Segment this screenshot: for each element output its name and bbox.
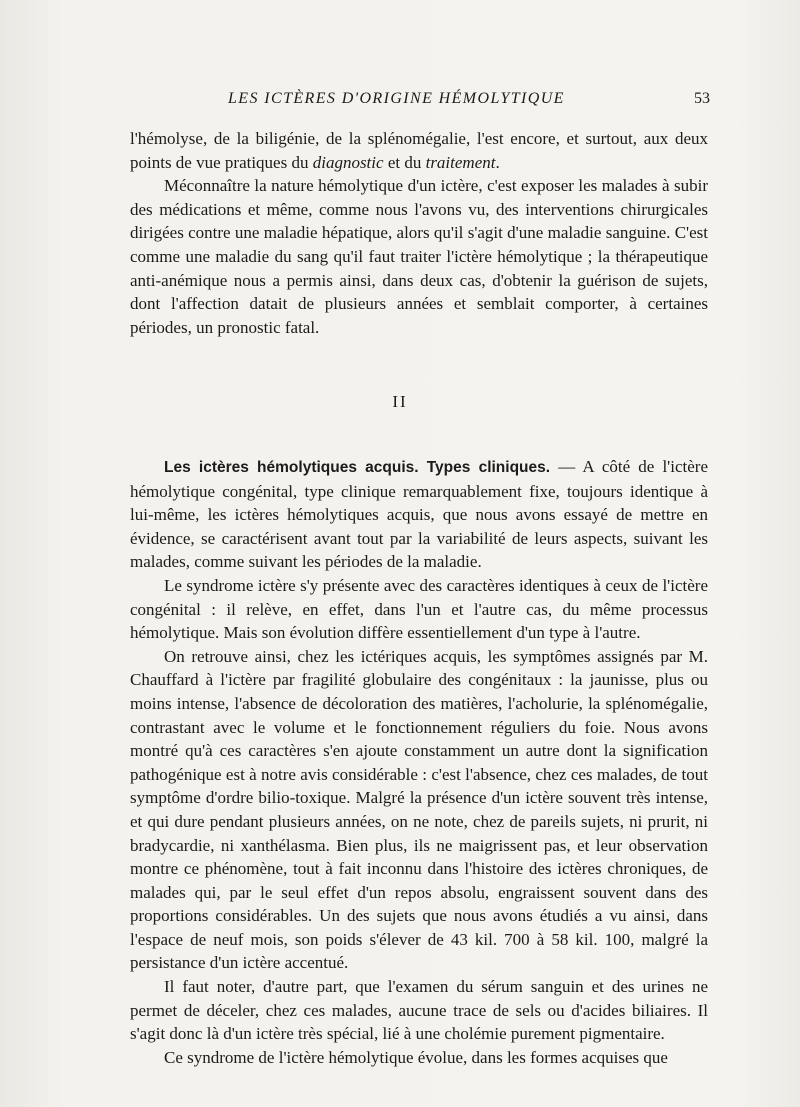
section-number: II — [392, 392, 408, 411]
emphasis-traitement: traitement — [425, 152, 496, 172]
emphasis-diagnostic: diagnostic — [312, 152, 384, 172]
paragraph-serum: Il faut noter, d'autre part, que l'examen du sérum sanguin et des urines ne permet de déceler, chez ces malades, aucune trace de sels ou d'acides biliaires. Il s'agit donc là d'un ictère très spécial, lié à une cholémie purement pigmentaire. — [130, 977, 708, 1044]
text-block-top — [130, 127, 708, 339]
paragraph-hemolyse: l'hémolyse, de la biligénie, de la splénomégalie, l'est encore, et surtout, aux deux points de vue pratiques du diagnostic et du traitement. — [130, 129, 708, 172]
paragraph-syndrome: Le syndrome ictère s'y présente avec des caractères identiques à ceux de l'ictère congénital : il relève, en effet, dans l'un et l'autre cas, du même processus hémolytique. Mais son évolution diffère essentiellement d'un type à l'autre. — [130, 575, 708, 643]
page-number: 53 — [694, 90, 710, 107]
page-header — [130, 90, 710, 114]
running-title: LES ICTÈRES D'ORIGINE HÉMOLYTIQUE — [228, 90, 565, 107]
paragraph-meconnaitre: Méconnaître la nature hémolytique d'un ictère, c'est exposer les malades à subir des médications et même, comme nous l'avons vu, des interventions chirurgicales dirigées contre une maladie hépatique, alors qu'il s'agit d'une maladie sanguine. C'est comme une maladie du sang qu'il faut traiter l'ictère hémolytique ; la thérapeutique anti-anémique nous a permis ainsi, dans deux cas, d'obtenir la guérison de sujets, dont l'affection datait de plusieurs années et semblait comporter, à certaines périodes, un pronostic fatal. — [130, 176, 708, 337]
paragraph-evolution: Ce syndrome de l'ictère hémolytique évolue, dans les formes acquises que — [164, 1047, 668, 1067]
paragraph-section-intro: Les ictères hémolytiques acquis. Types cliniques. — A côté de l'ictère hémolytique congénital, type clinique remarquablement fixe, toujours identique à lui-même, les ictères hémolytiques acquis, que nous avons essayé de mettre en évidence, se caractérisent avant tout par la variabilité de leurs aspects, suivant les malades, comme suivant les périodes de la maladie. — [130, 457, 708, 572]
section-heading: Les ictères hémolytiques acquis. Types cliniques. — [164, 459, 551, 476]
paragraph-symptomes: On retrouve ainsi, chez les ictériques acquis, les symptômes assignés par M. Chauffard à l'ictère par fragilité globulaire des congénitaux : la jaunisse, plus ou moins intense, l'absence de décoloration des matières, l'acholurie, la splénomégalie, contrastant avec le volume et le fonctionnement réguliers du foie. Nous avons montré qu'à ces caractères s'en ajoute constamment un autre dont la signification pathogénique est à notre avis considérable : c'est l'absence, chez ces malades, de tout symptôme d'ordre bilio-toxique. Malgré la présence d'un ictère souvent très intense, et qui dure pendant plusieurs années, on ne note, chez de pareils sujets, ni prurit, ni bradycardie, ni xanthélasma. Bien plus, ils ne maigrissent pas, et leur observation montre ce phénomène, tout à fait inconnu dans l'histoire des ictères chroniques, de malades qui, par le seul effet d'un repos absolu, engraissent souvent dans des proportions considérables. Un des sujets que nous avons étudiés a vu ainsi, dans l'espace de neuf mois, son poids s'élever de 43 kil. 700 à 58 kil. 100, malgré la persistance d'un ictère accentué. — [130, 646, 708, 973]
text-block-section-two — [130, 455, 708, 1069]
